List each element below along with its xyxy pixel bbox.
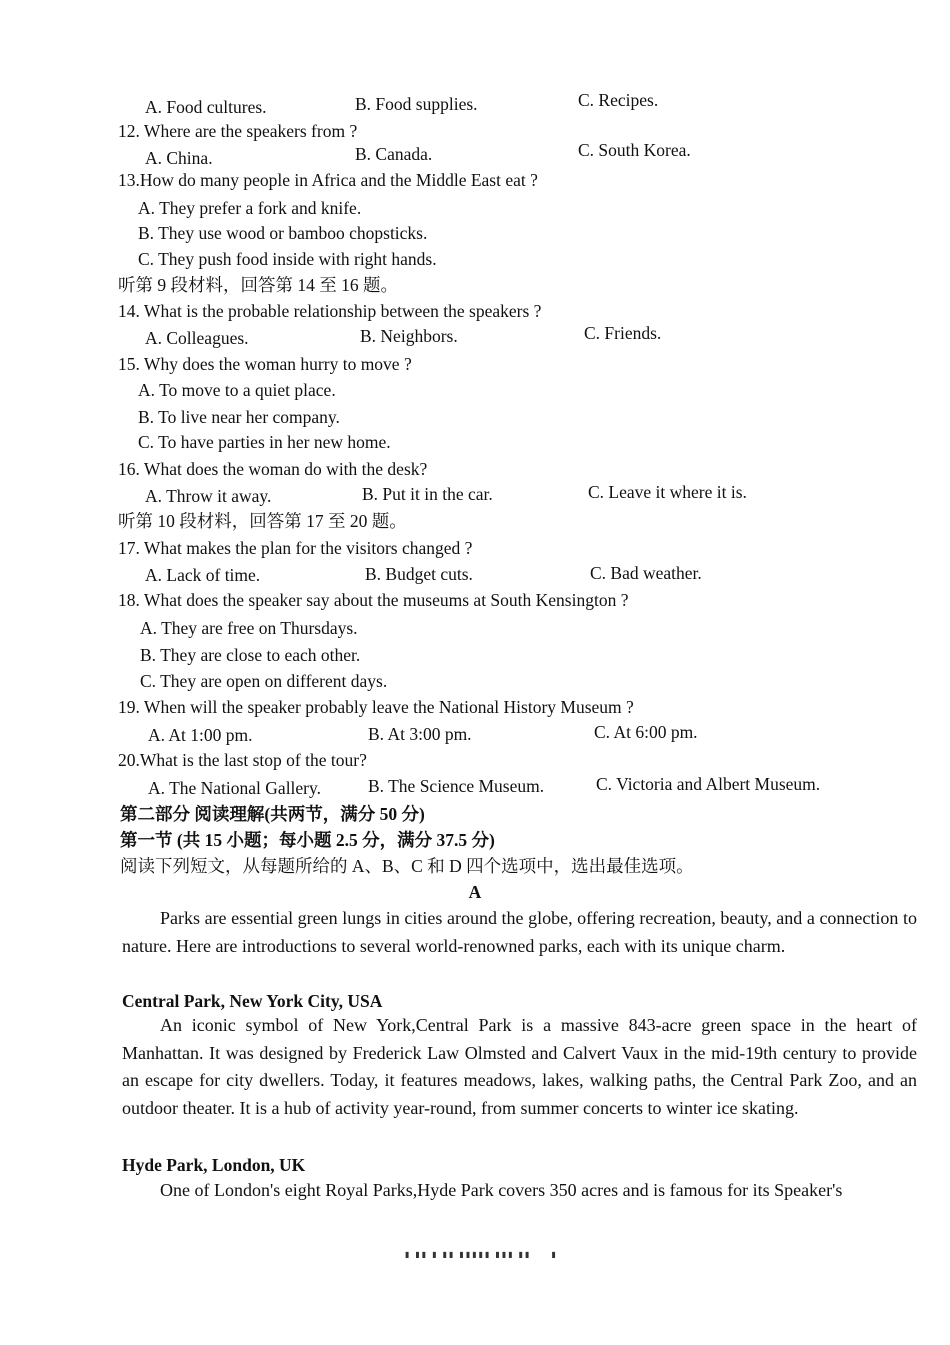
listening-instruction-9: 听第 9 段材料，回答第 14 至 16 题。 bbox=[118, 275, 398, 295]
q13-option-a: A. They prefer a fork and knife. bbox=[138, 198, 362, 218]
q16-stem: 16. What does the woman do with the desk? bbox=[118, 459, 428, 479]
central-park-title: Central Park, New York City, USA bbox=[122, 991, 383, 1011]
q19-option-c: C. At 6:00 pm. bbox=[594, 722, 698, 742]
hyde-park-title: Hyde Park, London, UK bbox=[122, 1155, 306, 1175]
passage-label: A bbox=[468, 882, 482, 902]
q13-stem: 13.How do many people in Africa and the Middle East eat ? bbox=[118, 170, 538, 190]
part2-heading: 第二部分 阅读理解(共两节，满分 50 分) bbox=[120, 804, 425, 824]
q19-option-b: B. At 3:00 pm. bbox=[368, 724, 472, 744]
q17-stem: 17. What makes the plan for the visitors changed ? bbox=[118, 538, 473, 558]
q14-option-a: A. Colleagues. bbox=[145, 328, 249, 348]
q19-stem: 19. When will the speaker probably leave the National History Museum ? bbox=[118, 697, 634, 717]
q14-stem: 14. What is the probable relationship between the speakers ? bbox=[118, 301, 542, 321]
q16-option-b: B. Put it in the car. bbox=[362, 484, 493, 504]
q16-option-a: A. Throw it away. bbox=[145, 486, 272, 506]
q12-stem: 12. Where are the speakers from ? bbox=[118, 121, 358, 141]
q13-option-b: B. They use wood or bamboo chopsticks. bbox=[138, 223, 428, 243]
scan-marks: ▮ ▮▮ ▮ ▮▮ ▮▮▮▮▮ ▮▮▮ ▮▮ ▮ bbox=[405, 1250, 558, 1259]
reading-instruction: 阅读下列短文，从每题所给的 A、B、C 和 D 四个选项中，选出最佳选项。 bbox=[120, 856, 694, 876]
q12-option-c: C. South Korea. bbox=[578, 140, 691, 160]
q12-option-a: A. China. bbox=[145, 148, 213, 168]
q17-option-a: A. Lack of time. bbox=[145, 565, 261, 585]
q15-option-a: A. To move to a quiet place. bbox=[138, 380, 336, 400]
passage-intro: Parks are essential green lungs in cities around the globe, offering recreation, beauty, and a connection to nature. Here are introductions to several world-renowned parks, each with its unique charm. bbox=[122, 908, 917, 956]
q19-option-a: A. At 1:00 pm. bbox=[148, 725, 253, 745]
central-park-text: An iconic symbol of New York,Central Park is a massive 843-acre green space in the heart of Manhattan. It was designed by Frederick Law Olmsted and Calvert Vaux in the mid-19th century to provide an escape for city dwellers. Today, it features meadows, lakes, walking paths, the Central Park Zoo, and an outdoor theater. It is a hub of activity year-round, from summer concerts to winter ice skating. bbox=[122, 1015, 917, 1118]
q20-stem: 20.What is the last stop of the tour? bbox=[118, 750, 367, 770]
q15-option-b: B. To live near her company. bbox=[138, 407, 340, 427]
q20-option-b: B. The Science Museum. bbox=[368, 776, 545, 796]
hyde-park-text: One of London's eight Royal Parks,Hyde Park covers 350 acres and is famous for its Speaker's bbox=[160, 1180, 843, 1200]
q18-option-c: C. They are open on different days. bbox=[140, 671, 388, 691]
q11-option-a: A. Food cultures. bbox=[145, 97, 267, 117]
q16-option-c: C. Leave it where it is. bbox=[588, 482, 747, 502]
q14-option-b: B. Neighbors. bbox=[360, 326, 458, 346]
q17-option-b: B. Budget cuts. bbox=[365, 564, 473, 584]
q18-option-b: B. They are close to each other. bbox=[140, 645, 361, 665]
q12-option-b: B. Canada. bbox=[355, 144, 433, 164]
q17-option-c: C. Bad weather. bbox=[590, 563, 702, 583]
q13-option-c: C. They push food inside with right hands. bbox=[138, 249, 437, 269]
q14-option-c: C. Friends. bbox=[584, 323, 662, 343]
q11-option-c: C. Recipes. bbox=[578, 90, 659, 110]
q11-option-b: B. Food supplies. bbox=[355, 94, 478, 114]
q15-option-c: C. To have parties in her new home. bbox=[138, 432, 391, 452]
q20-option-a: A. The National Gallery. bbox=[148, 778, 322, 798]
q18-option-a: A. They are free on Thursdays. bbox=[140, 618, 358, 638]
q20-option-c: C. Victoria and Albert Museum. bbox=[596, 774, 821, 794]
q18-stem: 18. What does the speaker say about the museums at South Kensington ? bbox=[118, 590, 629, 610]
section1-heading: 第一节 (共 15 小题；每小题 2.5 分，满分 37.5 分) bbox=[120, 830, 495, 850]
q15-stem: 15. Why does the woman hurry to move ? bbox=[118, 354, 412, 374]
listening-instruction-10: 听第 10 段材料，回答第 17 至 20 题。 bbox=[118, 511, 407, 531]
